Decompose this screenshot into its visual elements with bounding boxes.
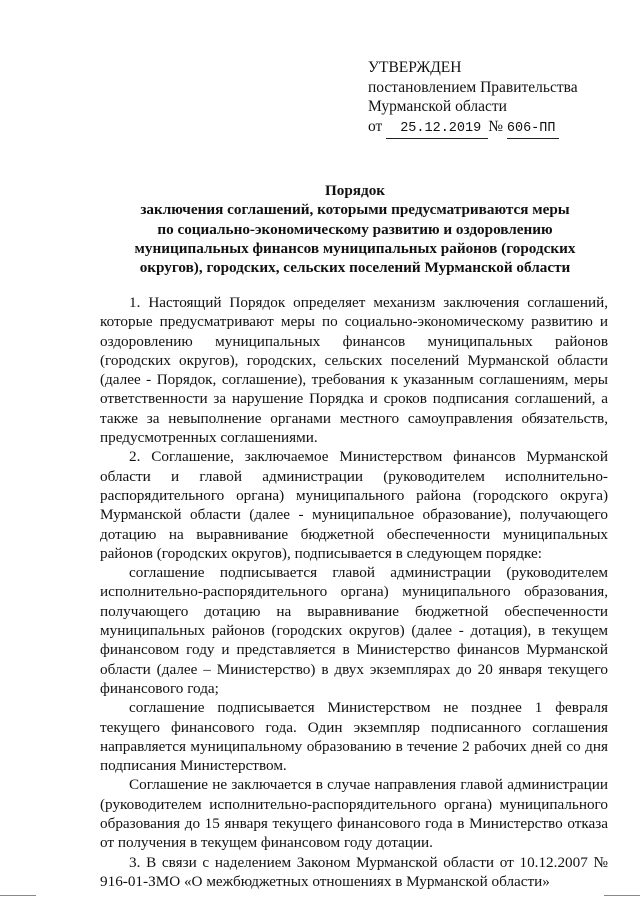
paragraph-3: соглашение подписывается главой администрации (руководителем исполнительно-распорядительного органа) муниципального образования, получающего дотацию на выравнивание бюджетной обеспеченности муниципальных районов (городских округов) (далее - дотация), в текущем финансовом году и представляется в Министерство финансов Мурманской области (далее – Министерство) в двух экземплярах до 20 января текущего финансового года; <box>100 564 608 697</box>
approval-number: 606-ПП <box>507 119 559 140</box>
paragraph-2: 2. Соглашение, заключаемое Министерством финансов Мурманской области и главой администрации (руководителем исполнительно-распорядительного органа) муниципального района (городского округа) Мурманской области (далее - муниципальное образование), получающего дотацию на выравнивание бюджетной обеспеченности муниципальных районов (городских округов), подписывается в следующем порядке: <box>100 448 608 562</box>
paragraph-1: 1. Настоящий Порядок определяет механизм заключения соглашений, которые предусматривают меры по социально-экономическому развитию и оздоровлению муниципальных финансов муниципальных районов (городских округов), городских, сельских поселений Мурманской области (далее - Порядок, соглашение), требования к указанным соглашениям, меры ответственности за нарушение Порядка и сроков подписания соглашений, а также за невыполнение органами местного самоуправления обязательств, предусмотренных соглашениями. <box>100 294 608 447</box>
approval-line-2: Мурманской области <box>368 98 507 115</box>
approval-date-line <box>368 117 628 140</box>
document-body <box>100 293 608 891</box>
title-line-2: заключения соглашений, которыми предусматриваются меры <box>140 201 570 219</box>
title-line-1: Порядок <box>324 182 386 199</box>
number-prefix: № <box>488 117 503 135</box>
paragraph-4: соглашение подписывается Министерством не позднее 1 февраля текущего финансового года. Один экземпляр подписанного соглашения направляется муниципальному образованию в течение 2 рабочих дней со дня подписания Министерством. <box>100 699 608 775</box>
title-line-3: по социально-экономическому развитию и оздоровлению <box>157 220 553 238</box>
approval-heading: УТВЕРЖДЕН <box>368 59 462 76</box>
title-line-5: округов), городских, сельских поселений Мурманской области <box>139 259 571 277</box>
approval-stamp <box>368 58 628 139</box>
paragraph-6: 3. В связи с наделением Законом Мурманской области от 10.12.2007 № 916-01-ЗМО «О межбюджетных отношениях в Мурманской области» <box>100 853 608 890</box>
document-title <box>108 181 602 277</box>
date-prefix: от <box>368 117 383 135</box>
title-line-4: муниципальных финансов муниципальных районов (городских <box>134 239 576 257</box>
approval-date: 25.12.2019 <box>386 119 488 140</box>
approval-line-1: постановлением Правительства <box>368 78 578 96</box>
scan-edge-left <box>0 895 36 896</box>
paragraph-5: Соглашение не заключается в случае направления главой администрации (руководителем исполнительно-распорядительного органа) муниципального образования до 15 января текущего финансового года в Министерство отказа от получения в текущем финансовом году дотации. <box>100 776 608 852</box>
scan-edge-right <box>604 895 640 896</box>
